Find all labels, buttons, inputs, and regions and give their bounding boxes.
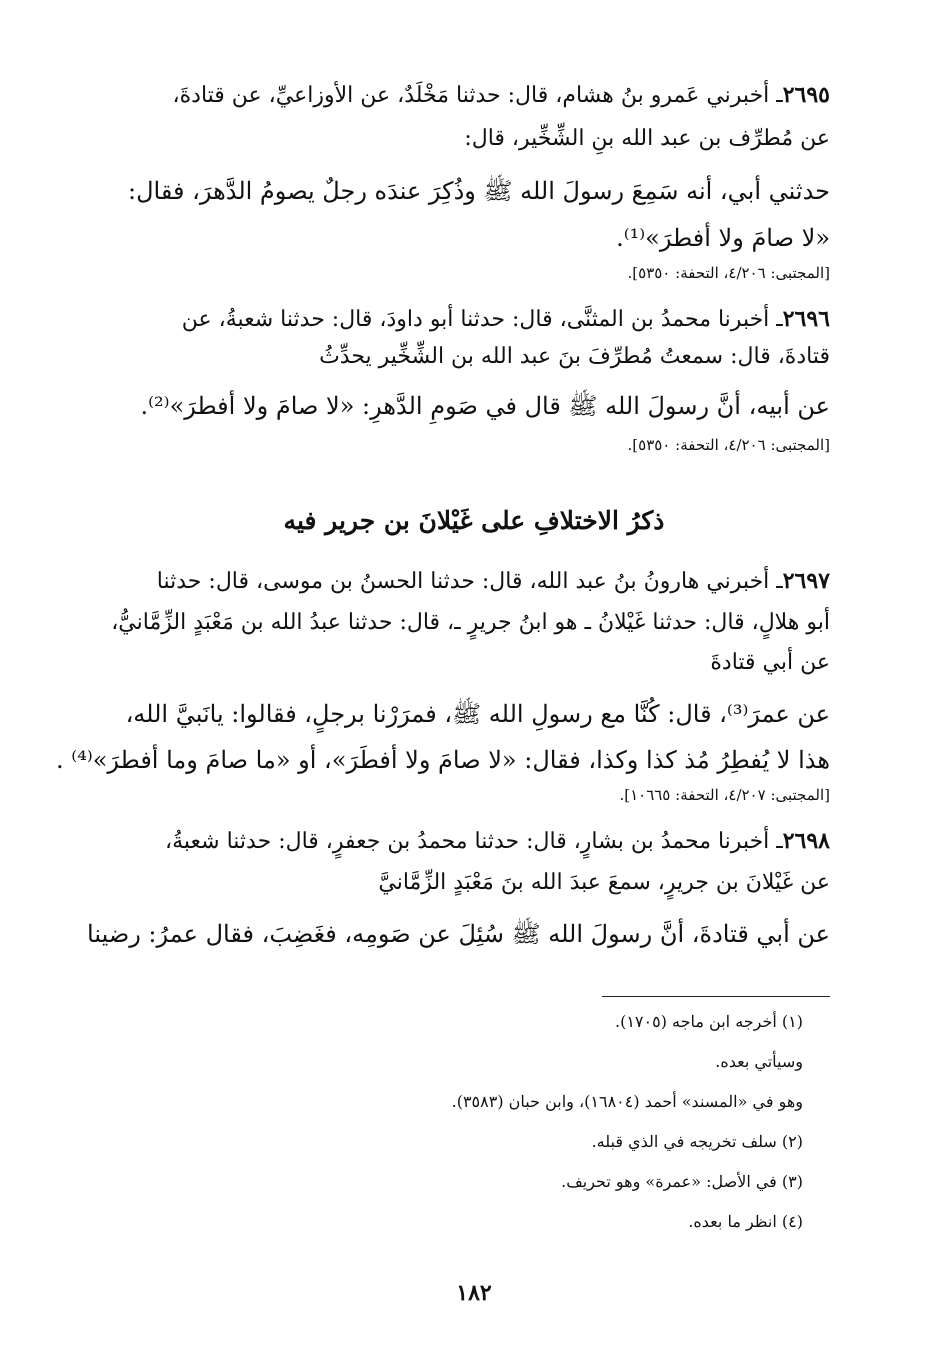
footnote-separator xyxy=(602,996,830,997)
hadith-2696-reference: [المجتبى: ٤/٢٠٦، التحفة: ٥٣٥٠]. xyxy=(627,436,830,454)
hadith-2695-line-4: «لا صامَ ولا أفطرَ»⁽¹⁾. xyxy=(616,224,830,252)
hadith-text: ـ أخبرنا محمدُ بن بشارٍ، قال: حدثنا محمدُ بن جعفرٍ، قال: حدثنا شعبةُ، xyxy=(165,829,783,854)
page-number: ١٨٢ xyxy=(456,1280,492,1306)
hadith-2697-line-2: أبو هلالٍ، قال: حدثنا غَيْلانُ ـ هو ابنُ جريرٍ ـ، قال: حدثنا عبدُ الله بن مَعْبَدٍ الزِّمَّانيُّ، xyxy=(111,610,830,635)
hadith-2695-reference: [المجتبى: ٤/٢٠٦، التحفة: ٥٣٥٠]. xyxy=(627,264,830,282)
hadith-text: ـ أخبرني هارونُ بنُ عبد الله، قال: حدثنا الحسنُ بن موسى، قال: حدثنا xyxy=(156,569,783,594)
hadith-text: ـ أخبرني عَمرو بنُ هشام، قال: حدثنا مَخْلَدٌ، عن الأوزاعيِّ، عن قتادةَ، xyxy=(172,83,783,108)
hadith-2697-reference: [المجتبى: ٤/٢٠٧، التحفة: ١٠٦٦٥]. xyxy=(619,786,830,804)
footnote-4: (٤) انظر ما بعده. xyxy=(688,1212,803,1231)
hadith-number: ٢٦٩٦ xyxy=(782,306,830,332)
hadith-number: ٢٦٩٧ xyxy=(782,568,830,594)
hadith-2696-line-1 xyxy=(118,304,830,335)
hadith-2696-line-3: عن أبيه، أنَّ رسولَ الله ﷺ قال في صَومِ الدَّهرِ: «لا صامَ ولا أفطرَ»⁽²⁾. xyxy=(140,392,830,420)
hadith-2695-line-1 xyxy=(118,80,830,111)
hadith-2696-line-2: قتادةَ، قال: سمعتُ مُطرِّفَ بنَ عبد الله بن الشِّخِّير يحدِّثُ xyxy=(319,344,830,369)
hadith-2695-line-2: عن مُطرِّف بن عبد الله بنِ الشِّخِّير، قال: xyxy=(464,126,830,151)
footnote-1-continuation: وسيأتي بعده. xyxy=(715,1052,803,1071)
hadith-2697-line-1 xyxy=(118,566,830,597)
hadith-number: ٢٦٩٨ xyxy=(782,828,830,854)
hadith-2697-line-5: هذا لا يُفطِرُ مُذ كذا وكذا، فقال: «لا صامَ ولا أفطَرَ»، أو «ما صامَ وما أفطرَ»⁽⁴⁾ . xyxy=(56,746,830,774)
hadith-number: ٢٦٩٥ xyxy=(782,82,830,108)
section-heading: ذكرُ الاختلافِ على غَيْلانَ بن جرير فيه xyxy=(283,506,665,535)
hadith-2698-line-3: عن أبي قتادةَ، أنَّ رسولَ الله ﷺ سُئِلَ عن صَومِه، فغَضِبَ، فقال عمرُ: رضينا xyxy=(87,920,830,948)
footnote-1-sources: وهو في «المسند» أحمد (١٦٨٠٤)، وابن حبان (٣٥٨٣). xyxy=(451,1092,803,1111)
hadith-2695-line-3: حدثني أبي، أنه سَمِعَ رسولَ الله ﷺ وذُكِرَ عندَه رجلٌ يصومُ الدَّهرَ، فقال: xyxy=(128,177,830,205)
hadith-2697-line-4: عن عمرَ⁽³⁾، قال: كُنَّا مع رسولِ الله ﷺ، فمرَرْنا برجلٍ، فقالوا: يانَبيَّ الله، xyxy=(125,700,830,728)
footnote-2: (٢) سلف تخريجه في الذي قبله. xyxy=(591,1132,803,1151)
hadith-2698-line-2: عن غَيْلانَ بن جريرٍ، سمعَ عبدَ الله بنَ مَعْبَدٍ الزِّمَّانيَّ xyxy=(378,870,830,895)
hadith-text: ـ أخبرنا محمدُ بن المثنَّى، قال: حدثنا أبو داودَ، قال: حدثنا شعبةُ، عن xyxy=(181,307,783,332)
hadith-2698-line-1 xyxy=(118,826,830,857)
footnote-1: (١) أخرجه ابن ماجه (١٧٠٥). xyxy=(615,1012,803,1031)
hadith-2697-line-3: عن أبي قتادةَ xyxy=(710,650,830,675)
footnote-3: (٣) في الأصل: «عمرة» وهو تحريف. xyxy=(561,1172,803,1191)
